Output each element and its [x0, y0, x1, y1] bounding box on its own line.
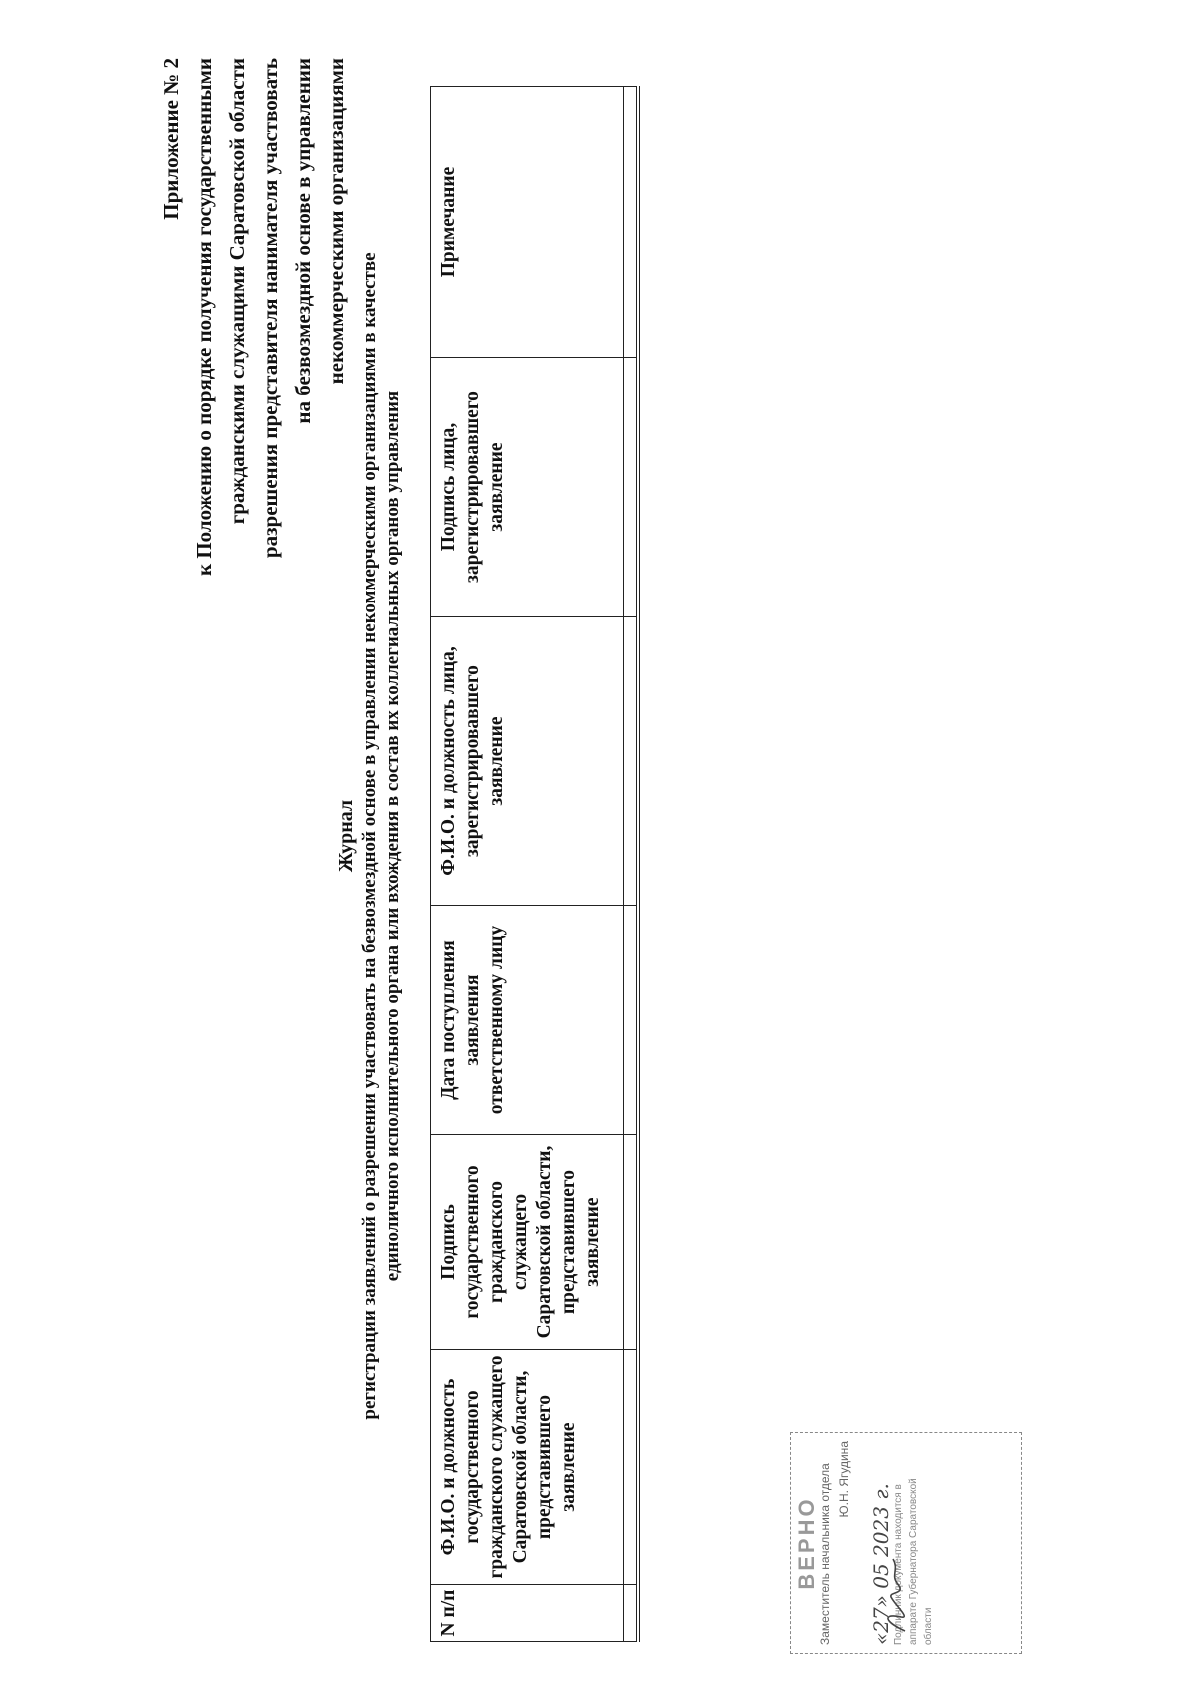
header-cell-number: N п/п [431, 1585, 624, 1642]
certification-stamp [790, 1432, 1022, 1654]
table-cell [624, 1350, 639, 1585]
header-cell-employee-name: Ф.И.О. и должность государственного гражданского служащего Саратовской области, представившего заявление [431, 1350, 624, 1585]
table-cell [624, 906, 639, 1135]
appendix-line: к Положению о порядке получения государственными [192, 58, 216, 577]
table-cell [624, 1585, 639, 1642]
appendix-line: гражданскими служащими Саратовской области [225, 58, 249, 525]
stamp-note: Подлинник документа находится в аппарате Губернатора Саратовской области [893, 1478, 934, 1645]
header-cell-receipt-date: Дата поступления заявления ответственному лицу [431, 906, 624, 1135]
stamp-title: ВЕРНО [794, 1496, 819, 1590]
table-cell [624, 87, 639, 358]
stamp-position: Заместитель начальника отдела [818, 1463, 832, 1645]
stamp-name: Ю.Н. Ягудина [837, 1441, 851, 1518]
journal-title-block [335, 156, 404, 1516]
appendix-line: некоммерческими организациями [324, 58, 348, 385]
table-cell [624, 617, 639, 906]
journal-table [430, 86, 640, 1642]
header-cell-note: Примечание [431, 87, 624, 358]
header-cell-employee-signature: Подпись государственного гражданского служащего Саратовской области, представившего заявление [431, 1135, 624, 1350]
journal-heading: Журнал [335, 799, 357, 873]
appendix-line: на безвозмездной основе в управлении [291, 58, 315, 424]
appendix-line: Приложение № 2 [159, 58, 183, 220]
header-cell-registrar-signature: Подпись лица, зарегистрировавшего заявление [431, 358, 624, 617]
stamp-date: «27» 05 2023 г. [869, 1483, 893, 1645]
table-header-row [431, 87, 624, 1642]
appendix-block [155, 58, 353, 878]
journal-subtitle-line: единоличного исполнительного органа или вхождения в состав их коллегиальных органов управления [382, 390, 403, 1282]
journal-subtitle-line: регистрации заявлений о разрешении участвовать на безвозмездной основе в управлении некоммерческими организациями в качестве [359, 252, 380, 1420]
table-cell [624, 358, 639, 617]
signature-icon [877, 1555, 917, 1635]
header-cell-registrar-name: Ф.И.О. и должность лица, зарегистрировавшего заявление [431, 617, 624, 906]
table-cell [624, 1135, 639, 1350]
appendix-line: разрешения представителя нанимателя участвовать [258, 58, 282, 559]
table-row [624, 87, 639, 1642]
